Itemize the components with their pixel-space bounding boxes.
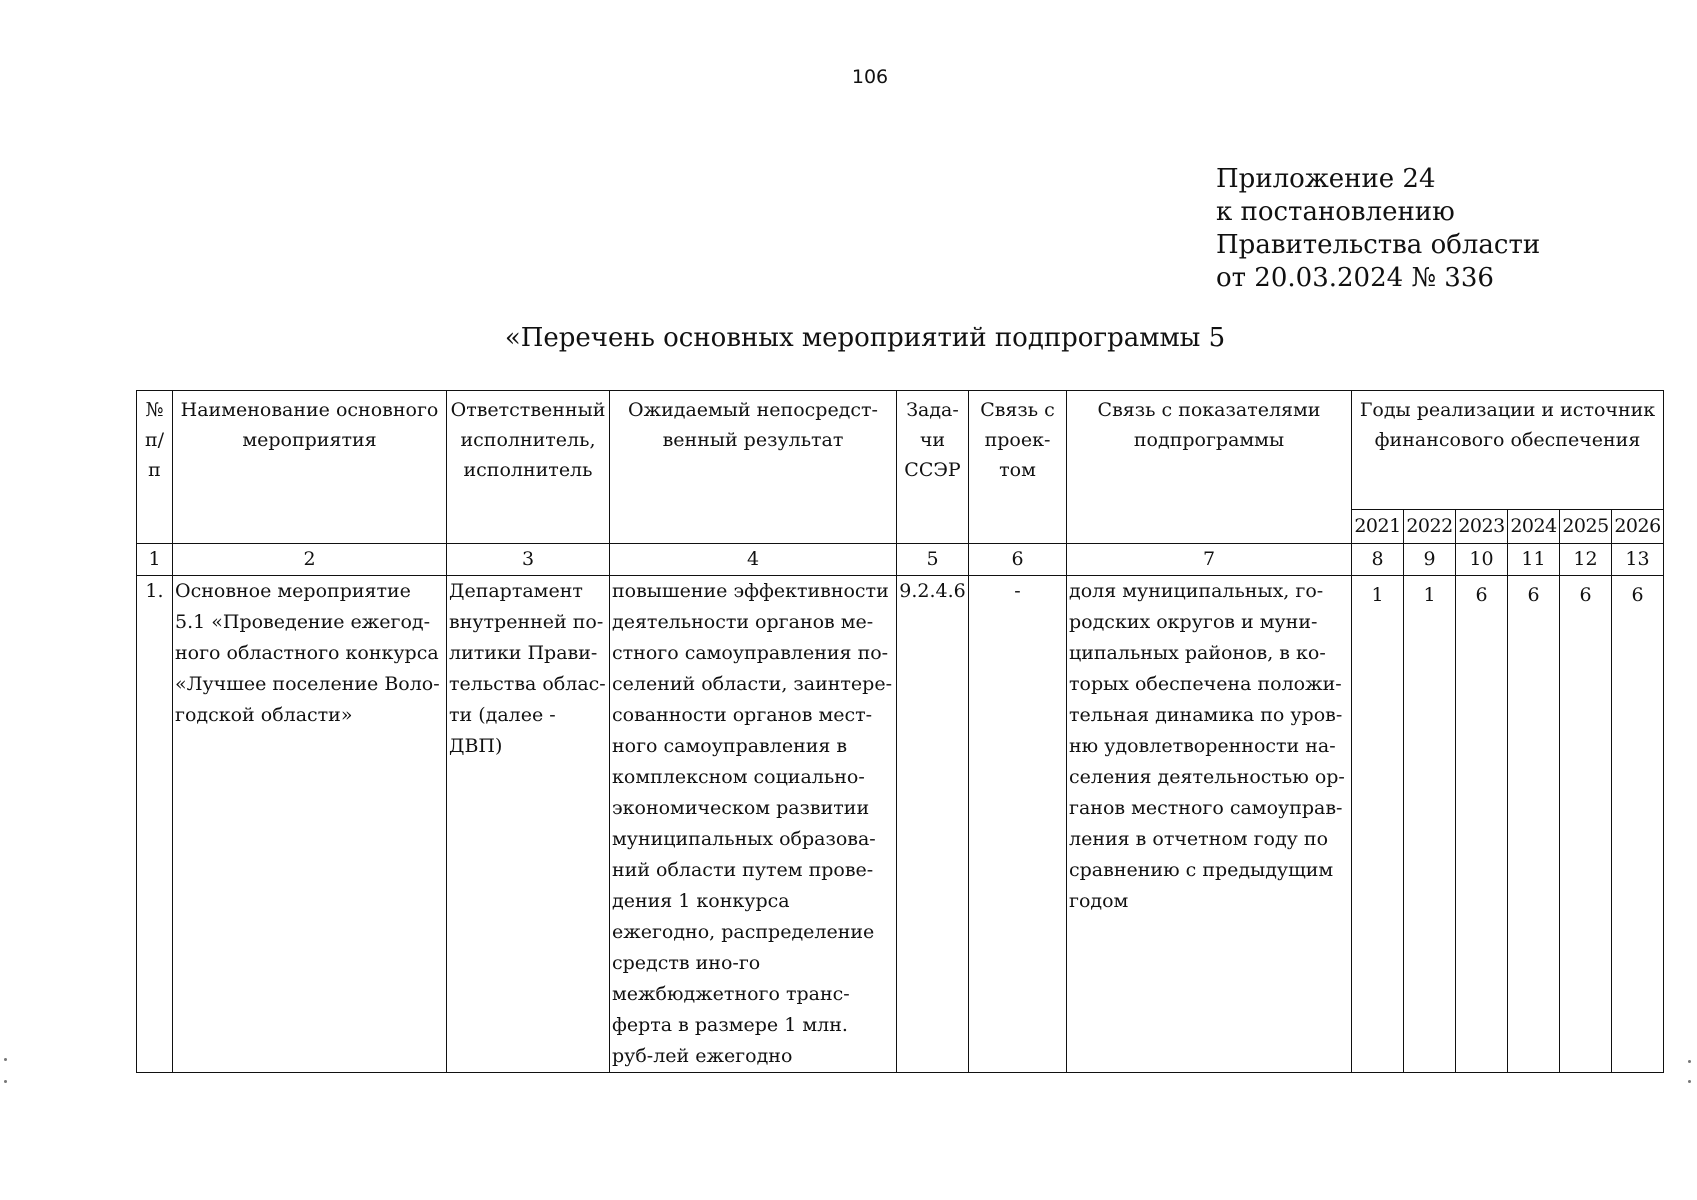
row-result: повышение эффективности деятельности органов ме-стного самоуправления по-селений области, заинтере-сованности органов мест-ного самоуправления в комплексном социально-экономическом развитии муниципальных образова-ний области путем прове-дения 1 конкурса ежегодно, распределение средств ино-го межбюджетного транс-ферта в размере 1 млн. руб-лей ежегодно (610, 576, 897, 1073)
row-value-2026: 6 (1612, 576, 1664, 1073)
column-number: 11 (1508, 544, 1560, 576)
row-value-2022: 1 (1404, 576, 1456, 1073)
row-num: 1. (137, 576, 173, 1073)
appendix-line-2: к постановлению (1216, 197, 1455, 227)
scan-speck (4, 1080, 7, 1083)
header-row (137, 391, 1664, 510)
appendix-line-4: от 20.03.2024 № 336 (1216, 263, 1494, 293)
row-value-2023: 6 (1456, 576, 1508, 1073)
column-number: 8 (1352, 544, 1404, 576)
year-2023: 2023 (1456, 509, 1508, 543)
row-project: - (969, 576, 1067, 1073)
row-value-2025: 6 (1560, 576, 1612, 1073)
scan-speck (1688, 1060, 1691, 1063)
column-number: 7 (1067, 544, 1352, 576)
header-num: № п/п (137, 391, 173, 544)
header-years-group: Годы реализации и источник финансового обеспечения (1352, 391, 1664, 510)
appendix-block (1216, 163, 1540, 295)
appendix-line-3: Правительства области (1216, 230, 1541, 260)
column-number: 5 (897, 544, 969, 576)
column-number: 1 (137, 544, 173, 576)
page-number: 106 (851, 66, 889, 88)
column-number: 13 (1612, 544, 1664, 576)
header-name: Наименование основного мероприятия (173, 391, 447, 544)
column-number: 10 (1456, 544, 1508, 576)
header-project: Связь с проек-том (969, 391, 1067, 544)
year-2026: 2026 (1612, 509, 1664, 543)
row-value-2024: 6 (1508, 576, 1560, 1073)
header-responsible: Ответственный исполнитель, исполнитель (447, 391, 610, 544)
measures-table (136, 390, 1664, 1073)
table-row (137, 576, 1664, 1073)
scan-speck (1688, 1080, 1691, 1083)
year-2025: 2025 (1560, 509, 1612, 543)
header-result: Ожидаемый непосредст-венный результат (610, 391, 897, 544)
row-indicators: доля муниципальных, го-родских округов и муни-ципальных районов, в ко-торых обеспечена положи-тельная динамика по уров-ню удовлетворенности на-селения деятельностью ор-ганов местного самоуправ-ления в отчетном году по сравнению с предыдущим годом (1067, 576, 1352, 1073)
row-responsible: Департамент внутренней по-литики Прави-тельства облас-ти (далее - ДВП) (447, 576, 610, 1073)
document-title: «Перечень основных мероприятий подпрограммы 5 (504, 323, 1226, 353)
column-number-row (137, 544, 1664, 576)
column-number: 6 (969, 544, 1067, 576)
column-number: 3 (447, 544, 610, 576)
year-2021: 2021 (1352, 509, 1404, 543)
row-name: Основное мероприятие 5.1 «Проведение ежегод-ного областного конкурса «Лучшее поселение Воло-годской области» (173, 576, 447, 1073)
header-tasks: Зада-чи ССЭР (897, 391, 969, 544)
column-number: 4 (610, 544, 897, 576)
scan-speck (4, 1058, 7, 1061)
header-indicators: Связь с показателями подпрограммы (1067, 391, 1352, 544)
row-tasks: 9.2.4.6 (897, 576, 969, 1073)
row-value-2021: 1 (1352, 576, 1404, 1073)
year-2022: 2022 (1404, 509, 1456, 543)
column-number: 9 (1404, 544, 1456, 576)
appendix-line-1: Приложение 24 (1216, 164, 1436, 194)
column-number: 2 (173, 544, 447, 576)
year-2024: 2024 (1508, 509, 1560, 543)
column-number: 12 (1560, 544, 1612, 576)
